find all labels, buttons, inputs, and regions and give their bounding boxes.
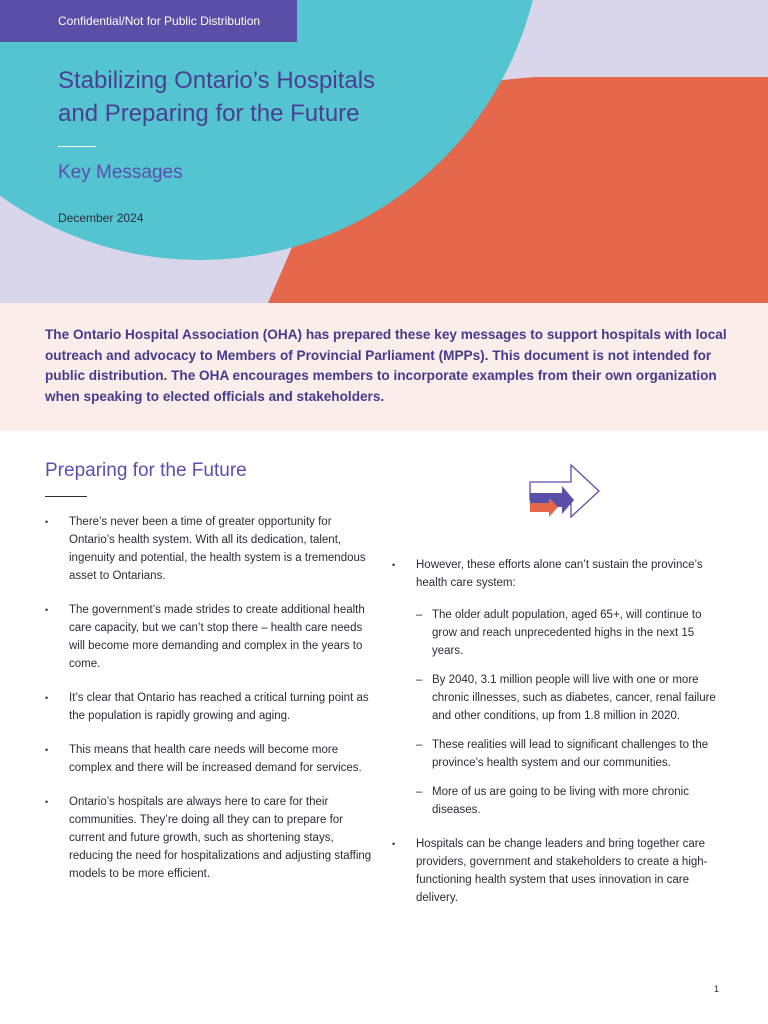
forward-arrows-icon [524, 462, 604, 524]
bullet-marker: • [45, 517, 49, 527]
sub-list-item [416, 671, 722, 725]
right-bullet-list [392, 556, 722, 917]
list-item [392, 556, 722, 819]
title-line-1: Stabilizing Ontario’s Hospitals [58, 67, 376, 94]
intro-text: The Ontario Hospital Association (OHA) has prepared these key messages to support hospitals with local outreach and advocacy to Members of Provincial Parliament (MPPs). This document is not intended for public distribution. The OHA encourages members to incorporate examples from their own organization when speaking to elected officials and stakeholders. [45, 327, 727, 404]
bullet-marker: • [45, 797, 49, 807]
dash-marker: – [416, 609, 423, 621]
hero-banner [0, 0, 768, 303]
document-title [58, 64, 478, 130]
bullet-marker: • [392, 839, 396, 849]
intro-panel [0, 303, 768, 431]
list-item [45, 689, 380, 725]
sub-bullet-text: By 2040, 3.1 million people will live with one or more chronic illnesses, such as diabetes, cancer, renal failure and other conditions, up from 1.8 million in 2020. [432, 674, 716, 722]
bullet-marker: • [392, 560, 396, 570]
list-item [45, 513, 380, 585]
bullet-marker: • [45, 605, 49, 615]
list-item [392, 835, 722, 907]
dash-marker: – [416, 739, 423, 751]
title-line-2: and Preparing for the Future [58, 100, 360, 127]
bullet-text: Hospitals can be change leaders and bring together care providers, government and stakeholders to create a high-functioning health system that uses innovation in care delivery. [416, 838, 708, 904]
bullet-text: Ontario’s hospitals are always here to care for their communities. They’re doing all they can to prepare for current and future growth, such as shortening stays, reducing the need for hospitalizations and adjusting staffing models to be more efficient. [69, 796, 372, 880]
page-number: 1 [714, 984, 720, 994]
bullet-text: There’s never been a time of greater opportunity for Ontario’s health system. With all its dedication, talent, ingenuity and potential, the health system is a tremendous asset to Ontarians. [69, 516, 366, 582]
list-item [45, 793, 380, 883]
bullet-marker: • [45, 745, 49, 755]
confidential-label: Confidential/Not for Public Distribution [0, 0, 297, 42]
left-bullet-list [45, 513, 380, 899]
sub-list-item [416, 783, 722, 819]
sub-list-item [416, 736, 722, 772]
list-item [45, 741, 380, 777]
section-divider [45, 496, 87, 497]
document-date: December 2024 [58, 211, 144, 225]
bullet-text: The government’s made strides to create additional health care capacity, but we can’t stop there – health care needs will become more demanding and complex in the years to come. [69, 604, 365, 670]
sub-bullet-text: The older adult population, aged 65+, will continue to grow and reach unprecedented highs in the next 15 years. [432, 609, 702, 657]
dash-marker: – [416, 786, 423, 798]
document-subtitle: Key Messages [58, 162, 183, 183]
dash-marker: – [416, 674, 423, 686]
list-item [45, 601, 380, 673]
sub-list-item [416, 606, 722, 660]
bullet-text: This means that health care needs will become more complex and there will be increased demand for services. [69, 744, 362, 774]
bullet-marker: • [45, 693, 49, 703]
bullet-text: However, these efforts alone can’t sustain the province’s health care system: [416, 559, 703, 589]
sub-bullet-text: More of us are going to be living with more chronic diseases. [432, 786, 689, 816]
bullet-text: It’s clear that Ontario has reached a critical turning point as the population is rapidly growing and aging. [69, 692, 369, 722]
sub-bullet-list [416, 606, 722, 819]
section-title: Preparing for the Future [45, 460, 247, 481]
title-divider [58, 146, 96, 147]
sub-bullet-text: These realities will lead to significant challenges to the province’s health system and our communities. [432, 739, 709, 769]
